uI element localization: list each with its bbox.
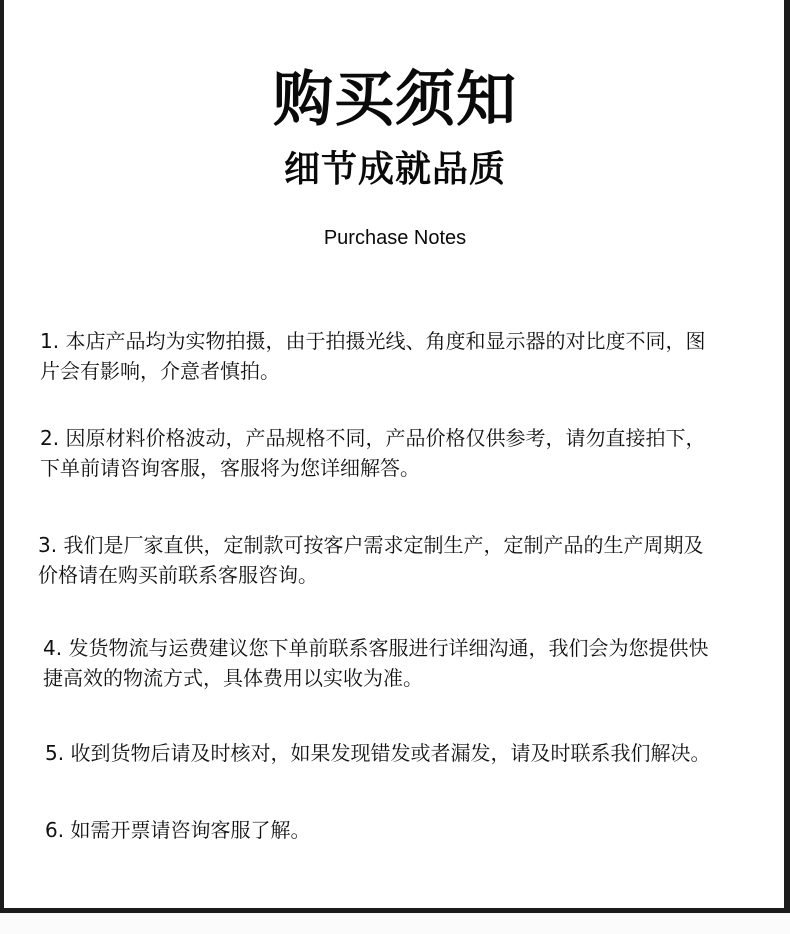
note-line: 3. 我们是厂家直供，定制款可按客户需求定制生产，定制产品的生产周期及	[38, 533, 704, 557]
note-item-3	[38, 530, 762, 590]
note-item-5	[45, 738, 769, 768]
page-title: 购买须知	[273, 65, 517, 135]
note-line: 下单前请咨询客服，客服将为您详细解答。	[40, 456, 420, 480]
note-line: 2. 因原材料价格波动，产品规格不同，产品价格仅供参考，请勿直接拍下，	[40, 426, 706, 450]
note-line: 价格请在购买前联系客服咨询。	[38, 563, 318, 587]
page-subtitle: 细节成就品质	[283, 149, 506, 190]
note-line: 捷高效的物流方式，具体费用以实收为准。	[43, 666, 423, 690]
note-line: 6. 如需开票请咨询客服了解。	[45, 818, 311, 842]
note-item-1	[40, 326, 764, 386]
note-line: 片会有影响，介意者慎拍。	[40, 359, 280, 383]
english-title: Purchase Notes	[323, 227, 467, 249]
note-item-4	[43, 633, 767, 693]
note-line: 4. 发货物流与运费建议您下单前联系客服进行详细沟通，我们会为您提供快	[43, 636, 709, 660]
note-item-6	[45, 815, 769, 845]
note-item-2	[40, 423, 764, 483]
note-line: 1. 本店产品均为实物拍摄，由于拍摄光线、角度和显示器的对比度不同，图	[40, 329, 706, 353]
note-line: 5. 收到货物后请及时核对，如果发现错发或者漏发，请及时联系我们解决。	[45, 741, 711, 765]
